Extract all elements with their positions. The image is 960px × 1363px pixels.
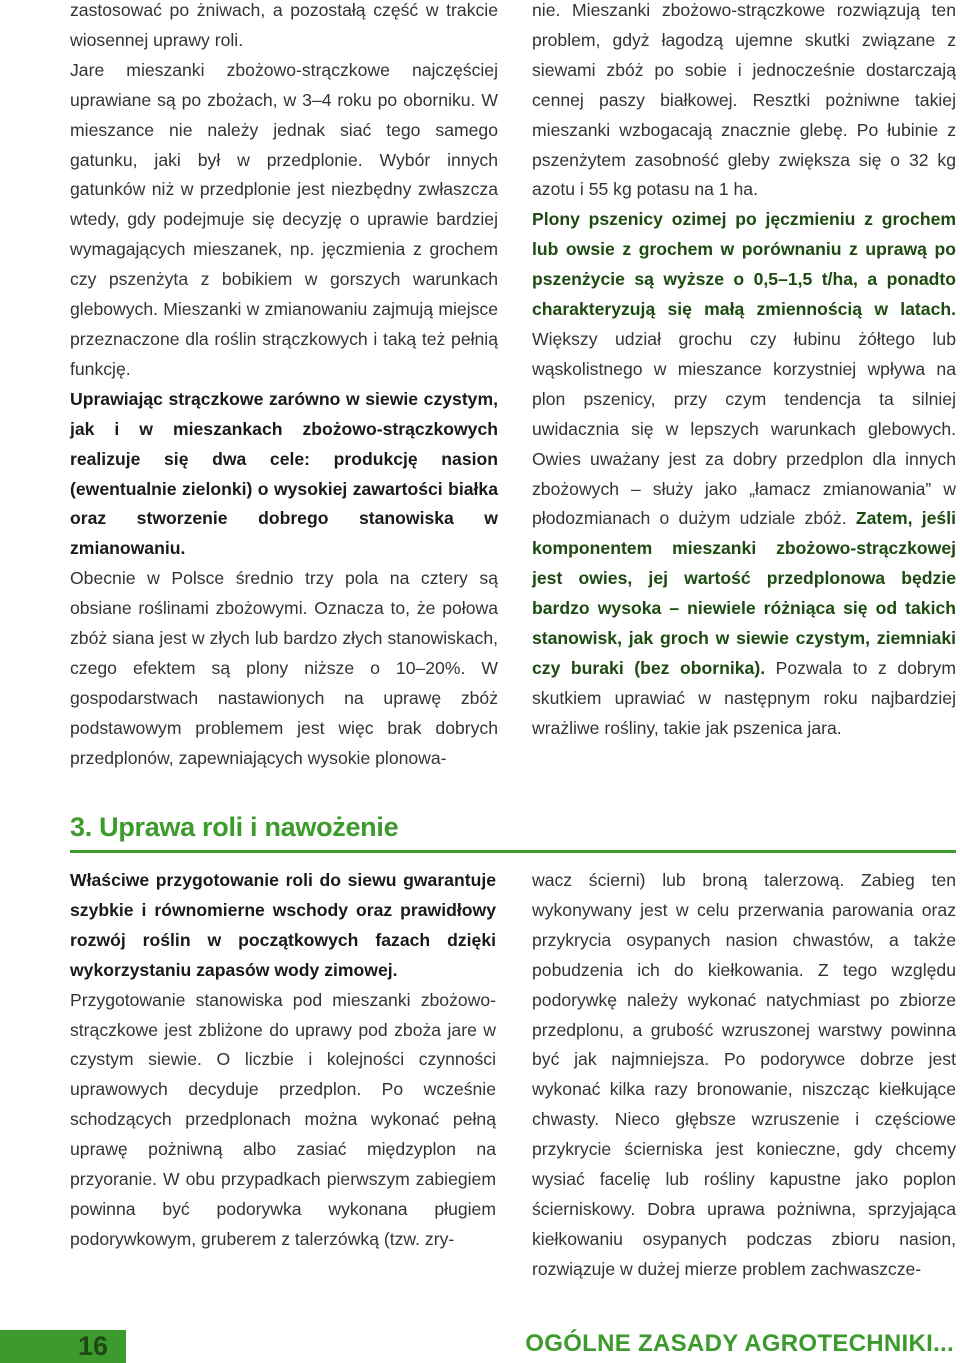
emphasis-text: Zatem, jeśli komponentem mieszanki zbożowo-strączkowej jest owies, jej wartość przedplonowa będzie bardzo wysoka – niewiele różniąca się od takich stanowisk, jak groch w siewie czystym, ziemniaki czy buraki (bez obornika). [532, 508, 956, 678]
text-column-bottom-right [532, 866, 956, 1285]
paragraph-bold: Właściwe przygotowanie roli do siewu gwarantuje szybkie i równomierne wschody oraz prawidłowy rozwój roślin w początkowych fazach dzięki wykorzystaniu zapasów wody zimowej. [70, 870, 496, 980]
paragraph-bold: Uprawiając strączkowe zarówno w siewie czystym, jak i w mieszankach zbożowo-strączkowych realizuje się dwa cele: produkcję nasion (ewentualnie zielonki) o wysokiej zawartości białka oraz stworzenie dobrego stanowiska w zmianowaniu. [70, 388, 498, 559]
running-title: OGÓLNE ZASADY AGROTECHNIKI... [525, 1330, 954, 1357]
text-column-top-left [70, 0, 498, 774]
text-column-bottom-left [70, 866, 496, 1255]
page-number: 16 [78, 1331, 109, 1361]
text-column-top-right [532, 0, 956, 744]
paragraph: Jare mieszanki zbożowo-strączkowe najczęściej uprawiane są po zbożach, w 3–4 roku po oborniku. W mieszance nie należy jednak siać tego samego gatunku, jaki był w przedplonie. Wybór innych gatunków niż w przedplonie jest niezbędny zwłaszcza wtedy, gdy podejmuje się decyzję o uprawie bardziej wymagających mieszanek, np. jęczmienia z grochem czy pszenżyta z bobikiem w gorszych warunkach glebowych. Mieszanki w zmianowaniu zajmują miejsce przeznaczone dla roślin strączkowych i taką też pełnią funkcję. [70, 59, 498, 379]
paragraph: wacz ścierni) lub broną talerzową. Zabieg ten wykonywany jest w celu przerwania parowania oraz przykrycia osypanych nasion chwastów, a także pobudzenia ich do kiełkowania. Z tego względu podorywkę należy wykonać natychmiast po zbiorze przedplonu, a grubość wzruszonej warstwy powinna być jak najmniejsza. Po podorywce dobrze jest wykonać kilka razy bronowanie, niszcząc kiełkujące chwasty. Nieco głębsze wzruszenie i częściowe przykrycie ścierniska jest konieczne, gdy chcemy wysiać facelię lub rośliny kapustne jako poplon ścierniskowy. Dobra uprawa pożniwna, sprzyjająca kiełkowaniu osypanych podczas zbioru nasion, rozwiązuje w dużej mierze problem zachwaszcze- [532, 870, 956, 1279]
paragraph-mixed [532, 205, 956, 743]
section-divider [70, 850, 956, 853]
body-text: Pozwala to z dobrym skutkiem uprawiać w następnym roku najbardziej wrażliwe rośliny, takie jak pszenica jara. [532, 657, 956, 738]
paragraph: Przygotowanie stanowiska pod mieszanki zbożowo-strączkowe jest zbliżone do uprawy pod zboża jare w czystym siewie. O liczbie i kolejności czynności uprawowych decyduje przedplon. Po wcześnie schodzących przedplonach można wykonać pełną uprawę pożniwną albo zasiać międzyplon na przyoranie. W obu przypadkach pierwszym zabiegiem powinna być podorywka wykonana pługiem podorywkowym, gruberem z talerzówką (tzw. zry- [70, 989, 496, 1249]
section-heading: 3. Uprawa roli i nawożenie [70, 812, 399, 842]
body-text: Większy udział grochu czy łubinu żółtego lub wąskolistnego w mieszance korzystniej wpływa na plon pszenicy, przy czym tendencja ta silniej uwidacznia się w lepszych warunkach glebowych. Owies uważany jest za dobry przedplon dla innych zbożowych – służy jako „łamacz zmianowania” w płodozmianach o dużym udziale zbóż. [532, 328, 956, 529]
emphasis-text: Plony pszenicy ozimej po jęczmieniu z grochem lub owsie z grochem w porównaniu z uprawą po pszenżycie są wyższe o 0,5–1,5 t/ha, a ponadto charakteryzują się małą zmiennością w latach. [532, 209, 956, 320]
paragraph: Obecnie w Polsce średnio trzy pola na cztery są obsiane roślinami zbożowymi. Oznacza to, że połowa zbóż siana jest w złych lub bardzo złych stanowiskach, czego efektem są plony niższe o 10–20%. W gospodarstwach nastawionych na uprawę zbóż podstawowym problemem jest więc brak dobrych przedplonów, zapewniających wysokie plonowa- [70, 568, 498, 768]
paragraph: zastosować po żniwach, a pozostałą część w trakcie wiosennej uprawy roli. [70, 0, 498, 50]
paragraph: nie. Mieszanki zbożowo-strączkowe rozwiązują ten problem, gdyż łagodzą ujemne skutki związane z siewami zbóż po sobie i jednocześnie dostarczają cennej paszy białkowej. Resztki pożniwne takiej mieszanki wzbogacają znacznie glebę. Po łubinie z pszenżytem zasobność gleby zwiększa się o 32 kg azotu i 55 kg potasu na 1 ha. [532, 0, 956, 200]
